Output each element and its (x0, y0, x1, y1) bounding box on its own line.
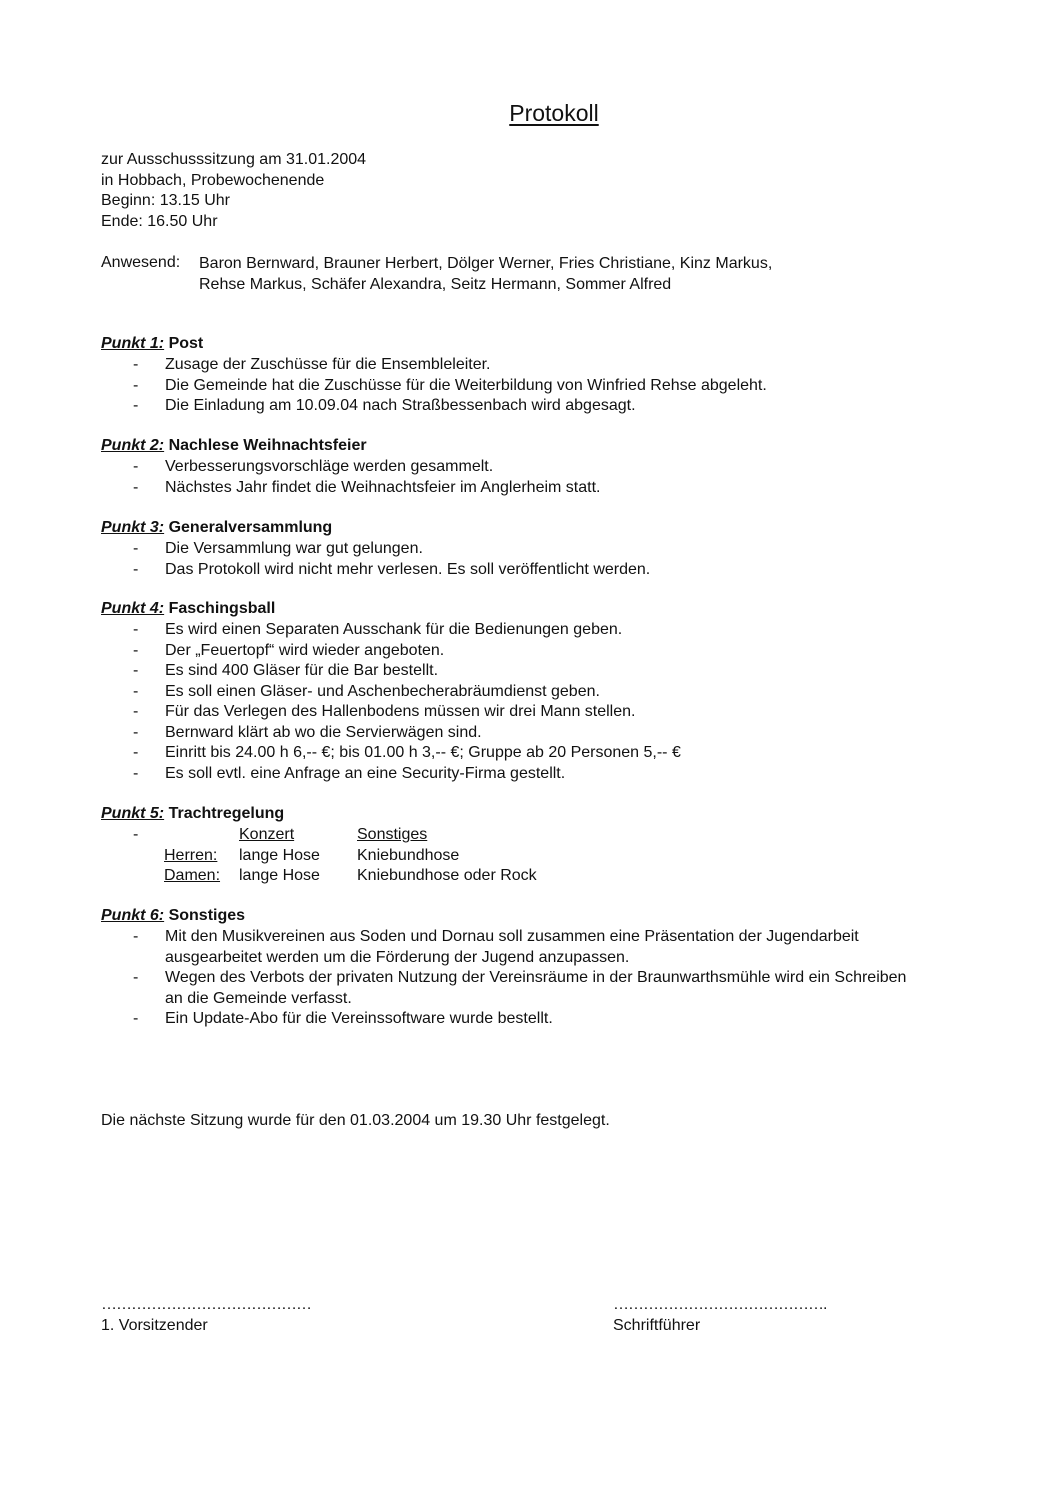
section-heading (101, 907, 245, 925)
table-cell: lange Hose (239, 867, 320, 884)
list-item: - Wegen des Verbots der privaten Nutzung der Vereinsräume in der Braunwarthsmühle wird ein Schreiben an die Gemeinde verfasst. (133, 969, 907, 1007)
section-title: Post (168, 335, 204, 352)
bullet: - (133, 703, 139, 720)
section-heading (101, 600, 275, 618)
table-cell: Kniebundhose (357, 846, 460, 864)
section-label: Punkt 6: (101, 907, 165, 924)
section-label: Punkt 5: (101, 805, 165, 822)
section-title: Faschingsball (168, 600, 276, 617)
list-item: - Der „Feuertopf“ wird wieder angeboten. (133, 641, 445, 659)
signature-label-secretary: Schriftführer (613, 1317, 701, 1334)
section-title: Sonstiges (168, 907, 246, 924)
list-item: - Für das Verlegen des Hallenbodens müssen wir drei Mann stellen. (133, 703, 636, 720)
page-title: Protokoll (509, 100, 599, 126)
start-time: Beginn: 13.15 Uhr (101, 192, 230, 209)
section-title: Trachtregelung (168, 805, 285, 822)
signature-line-left: …………………………………… (101, 1296, 311, 1313)
list-item: - Es soll einen Gläser- und Aschenbecherabräumdienst geben. (133, 682, 600, 700)
section-label: Punkt 3: (101, 519, 165, 536)
list-item: - Das Protokoll wird nicht mehr verlesen. Es soll veröffentlicht werden. (133, 560, 651, 578)
bullet: - (133, 397, 139, 414)
signature-label-chairman: 1. Vorsitzender (101, 1317, 208, 1334)
bullet: - (133, 560, 139, 578)
next-meeting-note: Die nächste Sitzung wurde für den 01.03.2004 um 19.30 Uhr festgelegt. (101, 1112, 610, 1129)
bullet: - (133, 621, 139, 638)
section-title: Generalversammlung (168, 519, 333, 536)
section-list (0, 621, 1058, 785)
list-item: - Zusage der Zuschüsse für die Ensembleleiter. (133, 356, 491, 373)
section-list (0, 928, 1058, 1031)
bullet: - (133, 764, 139, 782)
meeting-line: zur Ausschusssitzung am 31.01.2004 (101, 151, 367, 168)
bullet: - (133, 376, 139, 394)
list-item: - Ein Update-Abo für die Vereinssoftware wurde bestellt. (133, 1010, 553, 1027)
bullet: - (133, 356, 139, 373)
section-label: Punkt 1: (101, 335, 165, 352)
bullet: - (133, 1010, 139, 1027)
section-list (0, 458, 1058, 499)
section-label: Punkt 2: (101, 437, 165, 454)
bullet: - (133, 723, 139, 741)
location-line: in Hobbach, Probewochenende (101, 171, 325, 189)
table-cell: lange Hose (239, 846, 320, 864)
attendees-line: Rehse Markus, Schäfer Alexandra, Seitz Hermann, Sommer Alfred (199, 275, 672, 293)
section-heading (101, 335, 203, 353)
column-header-sonstiges: Sonstiges (357, 826, 428, 843)
list-item: - Bernward klärt ab wo die Servierwägen sind. (133, 723, 482, 741)
bullet: - (133, 826, 139, 843)
bullet: - (133, 478, 139, 496)
list-item: - Mit den Musikvereinen aus Soden und Dornau soll zusammen eine Präsentation der Jugendarbeit ausgearbeitet werden um die Förderung der Jugend anzupassen. (133, 928, 859, 966)
section-label: Punkt 4: (101, 600, 165, 617)
section-heading (101, 437, 367, 455)
bullet: - (133, 662, 139, 679)
section-heading (101, 805, 284, 823)
list-item: - Die Gemeinde hat die Zuschüsse für die Weiterbildung von Winfried Rehse abgeleht. (133, 376, 767, 394)
bullet: - (133, 540, 139, 557)
list-item: - Verbesserungsvorschläge werden gesammelt. (133, 458, 494, 475)
section-heading (101, 519, 332, 537)
row-label-herren: Herren: (164, 846, 218, 864)
list-item: - Es sind 400 Gläser für die Bar bestellt. (133, 662, 439, 679)
bullet: - (133, 641, 139, 659)
costume-table (0, 826, 1058, 888)
bullet: - (133, 682, 139, 700)
list-item: - Die Versammlung war gut gelungen. (133, 540, 423, 557)
bullet: - (133, 458, 139, 475)
attendees-label: Anwesend: (101, 254, 181, 271)
signature-line-right: ……………………………………. (613, 1296, 827, 1313)
list-item: - Einritt bis 24.00 h 6,-- €; bis 01.00 h 3,-- €; Gruppe ab 20 Personen 5,-- € (133, 744, 681, 761)
meeting-info (101, 150, 366, 232)
list-item: - Nächstes Jahr findet die Weihnachtsfeier im Anglerheim statt. (133, 478, 601, 496)
list-item: - Es soll evtl. eine Anfrage an eine Security-Firma gestellt. (133, 764, 566, 782)
bullet: - (133, 928, 139, 945)
list-item: - Die Einladung am 10.09.04 nach Straßbessenbach wird abgesagt. (133, 397, 636, 414)
bullet: - (133, 969, 139, 986)
attendees-line: Baron Bernward, Brauner Herbert, Dölger Werner, Fries Christiane, Kinz Markus, (199, 255, 773, 272)
attendees-list (199, 254, 772, 295)
list-item: - Es wird einen Separaten Ausschank für die Bedienungen geben. (133, 621, 623, 638)
section-list (0, 356, 1058, 418)
column-header-konzert: Konzert (239, 826, 295, 843)
end-time: Ende: 16.50 Uhr (101, 212, 218, 230)
bullet: - (133, 744, 139, 761)
section-list (0, 540, 1058, 581)
row-label-damen: Damen: (164, 867, 221, 884)
section-title: Nachlese Weihnachtsfeier (168, 437, 367, 454)
table-cell: Kniebundhose oder Rock (357, 867, 537, 884)
